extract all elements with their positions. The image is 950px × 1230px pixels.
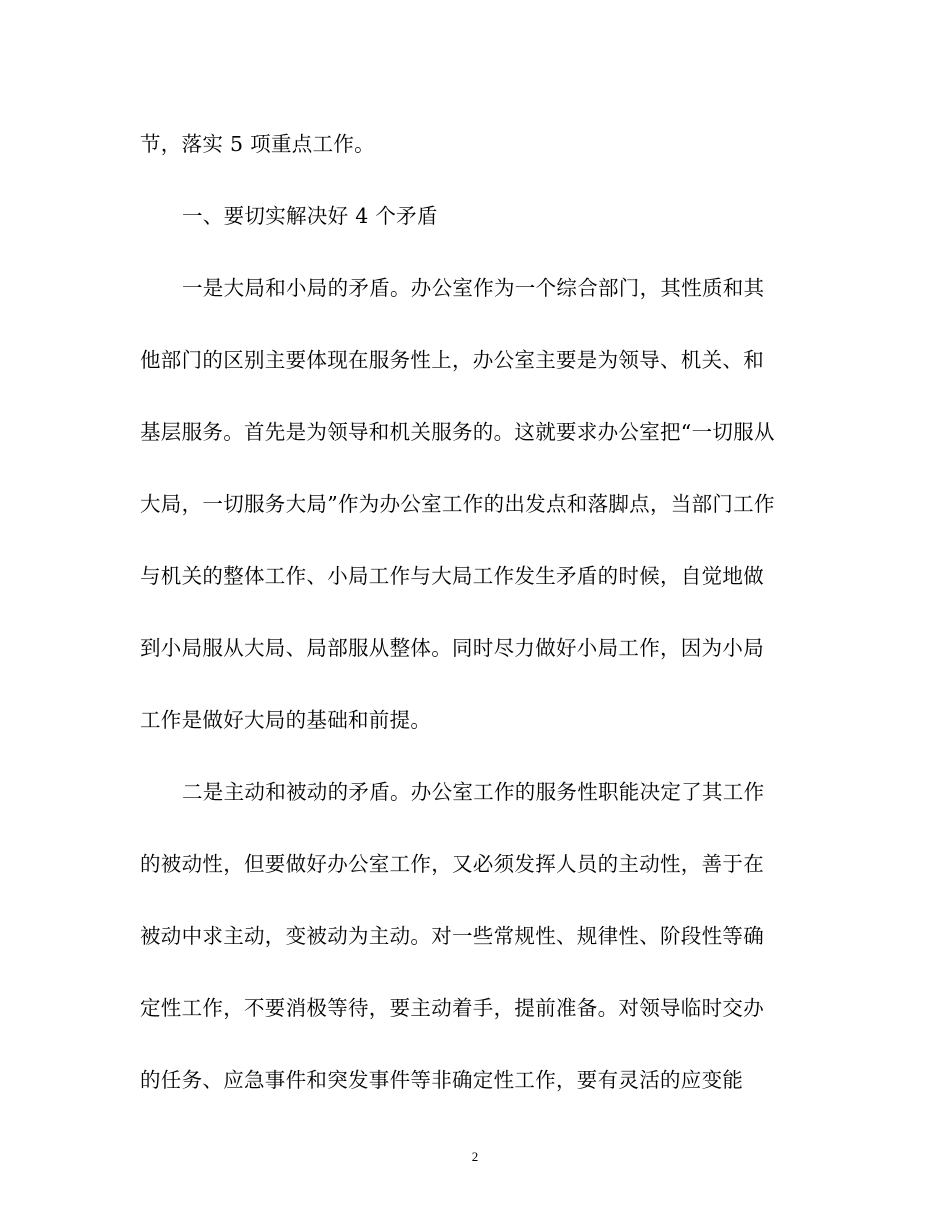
paragraph-line: 的任务、应急事件和突发事件等非确定性工作，要有灵活的应变能 <box>140 1068 744 1092</box>
paragraph-line: 定性工作，不要消极等待，要主动着手，提前准备。对领导临时交办 <box>140 996 764 1020</box>
paragraph-line: 被动中求主动，变被动为主动。对一些常规性、规律性、阶段性等确 <box>140 924 764 948</box>
paragraph-line: 基层服务。首先是为领导和机关服务的。这就要求办公室把“一切服从 <box>140 420 775 444</box>
paragraph-line: 一是大局和小局的矛盾。办公室作为一个综合部门，其性质和其 <box>182 276 765 300</box>
paragraph-line: 二是主动和被动的矛盾。办公室工作的服务性职能决定了其工作 <box>182 780 765 804</box>
paragraph-line: 与机关的整体工作、小局工作与大局工作发生矛盾的时候，自觉地做 <box>140 564 764 588</box>
paragraph-line: 节，落实 5 项重点工作。 <box>140 132 375 156</box>
section-heading: 一、要切实解决好 4 个矛盾 <box>182 204 438 228</box>
paragraph-line: 工作是做好大局的基础和前提。 <box>140 708 432 732</box>
paragraph-line: 的被动性，但要做好办公室工作，又必须发挥人员的主动性，善于在 <box>140 852 764 876</box>
paragraph-line: 他部门的区别主要体现在服务性上，办公室主要是为领导、机关、和 <box>140 348 764 372</box>
paragraph-line: 大局，一切服务大局”作为办公室工作的出发点和落脚点，当部门工作 <box>140 492 775 516</box>
page-number: 2 <box>471 1149 479 1164</box>
paragraph-line: 到小局服从大局、局部服从整体。同时尽力做好小局工作，因为小局 <box>140 636 764 660</box>
